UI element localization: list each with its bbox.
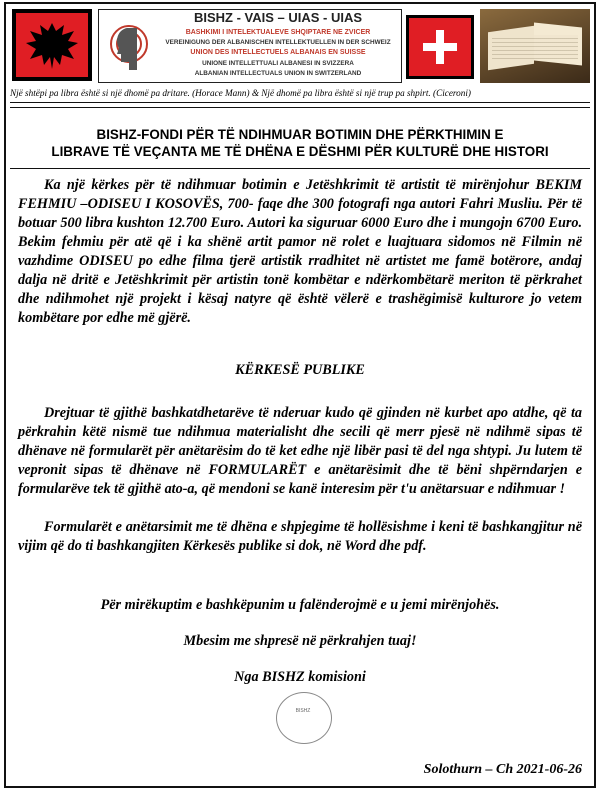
hope-line: Mbesim me shpresë në përkrahjen tuaj! <box>183 633 417 649</box>
letterhead <box>10 7 590 85</box>
org-name-german: VEREINIGUNG DER ALBANISCHEN INTELLEKTUELLEN IN DER SCHWEIZ <box>165 39 391 46</box>
divider <box>10 102 590 103</box>
document-page <box>4 2 596 788</box>
place-date-signature: Solothurn – Ch 2021-06-26 <box>423 762 582 777</box>
title-line-1: BISHZ-FONDI PËR TË NDIHMUAR BOTIMIN DHE PËRKTHIMIN E <box>96 127 504 142</box>
head-profile-icon <box>107 22 151 74</box>
intro-text: Ka një kërkes për të ndihmuar botimin e Jetëshkrimit të artistit të mirënjohur BEKIM FEHMIU –ODISEU I KOSOVËS, 700- faqe dhe 300 fotografi nga autori Fahri Musliu. Për të botuar 500 libra kushton 12.700 Euro. Autori ka siguruar 6000 Euro dhe i mungojn 6700 Euro. Bekim fehmiu për atë që i ka shënë artit pamor në rolet e luajtuara sidomos në Filmin në vazhdime ODISEU po edhe filma tjerë artistik rradhitet në artistet me famë botërore, andaj dalja në dritë e Jetëshkrimit për artistin tonë kombëtar e ndërkombëtarë meriton të përkrahet dhe ndihmohet një projekt i kësaj natyre që është vëlerë e trashëgimisë kulturore jo vetem kombëtare por edhe më gjërë. <box>18 177 582 326</box>
divider <box>10 168 590 169</box>
thanks-line: Për mirëkuptim e bashkëpunim u falënderojmë e u jemi mirënjohës. <box>100 597 500 613</box>
swiss-flag-icon <box>406 15 474 79</box>
org-name-albanian: BASHKIMI I INTELEKTUALËVE SHQIPTARË NË ZVICËR <box>185 29 371 36</box>
official-stamp <box>276 692 330 742</box>
org-title: BISHZ - VAIS – UIAS - UIAS <box>193 10 363 25</box>
org-name-french: UNION DES INTELLECTUELS ALBANAIS EN SUISSE <box>190 49 366 56</box>
forms-text: Formularët e anëtarsimit me të dhëna e shpjegime të hollësishme i keni të bashkangjitur në vijim që do ti bashkangjiten Kërkesës publike si dok, në Word dhe pdf. <box>18 519 582 554</box>
stamp-text: BISHZ <box>295 708 311 714</box>
title-line-2: LIBRAVE TË VEÇANTA ME TË DHËNA E DËSHMI PËR KULTURË DHE HISTORI <box>51 144 549 159</box>
request-paragraph <box>18 404 582 499</box>
public-request-heading: KËRKESË PUBLIKE <box>235 362 365 378</box>
sender-line: Nga BISHZ komisioni <box>234 669 366 685</box>
page-title <box>14 126 586 160</box>
open-book-image <box>480 9 590 83</box>
request-text: Drejtuar të gjithë bashkatdhetarëve të nderuar kudo që gjinden në kurbet apo atdhe, që ta përkrahin këtë nismë tue ndihmua materialisht dhe secili që merr pjesë në ndihmë sipas të dhënave në formularët për anëtarësim do të ket edhe një libër pasi të del nga shtypi. Ju lutem të vepronit sipas të dhënave në FORMULARËT e anëtarësimit dhe të bëni shpërndarjen e formularëve tek të gjithë ato-a, që mendoni se kanë interesim për t'u anëtarsuar e ndihmuar ! <box>18 405 582 497</box>
divider <box>10 107 590 108</box>
org-name-italian: UNIONE INTELLETTUALI ALBANESI IN SVIZZERA <box>202 60 354 67</box>
albanian-flag-icon <box>12 9 92 81</box>
header-quote: Një shtëpi pa libra është si një dhomë pa dritare. (Horace Mann) & Një dhomë pa libra është si një trup pa shpirt. (Ciceroni) <box>10 88 471 98</box>
org-logo-box <box>98 9 402 83</box>
org-name-english: ALBANIAN INTELLECTUALS UNION IN SWITZERLAND <box>194 70 362 77</box>
forms-paragraph <box>18 518 582 556</box>
intro-paragraph <box>18 176 582 328</box>
